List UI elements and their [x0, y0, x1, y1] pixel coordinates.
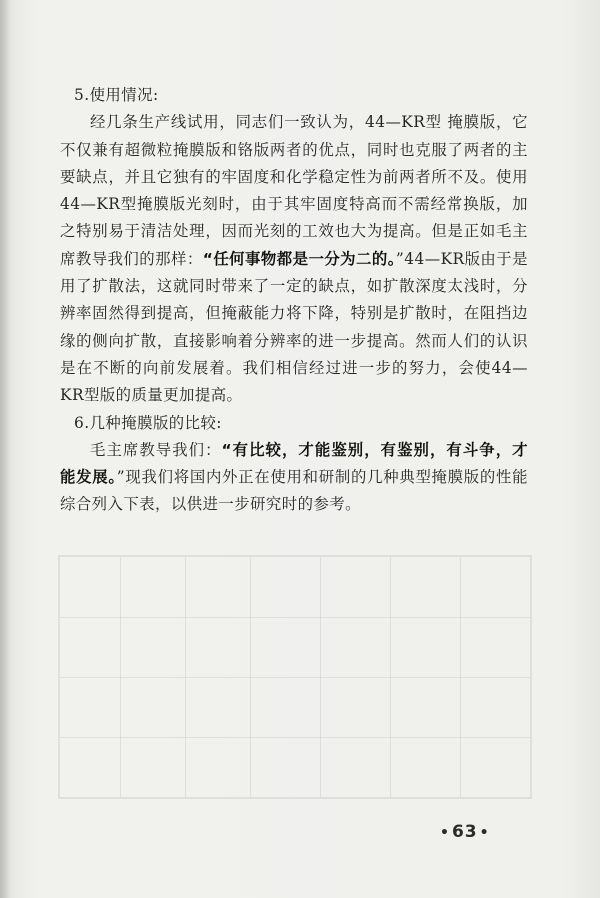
quotation-bold: “任何事物都是一分为二的。 — [202, 249, 396, 268]
quotation-bold: “有比较，才能鉴别，有鉴别，有斗争，才能发展。 — [60, 440, 528, 487]
page-number-value: 63 — [451, 822, 478, 842]
bullet-dot: • — [440, 825, 450, 841]
section-5-heading: 5.使用情况: — [74, 86, 159, 104]
paragraph-text: ”44—KR版由于是用了扩散法，这就同时带来了一定的缺点，如扩散深度太浅时，分辨率固然得到提高，但掩蔽能力将下降，特别是扩散时，在阻挡边缘的侧向扩散，直接影响着分辨率的进一步提高。然而人们的认识是在不断的向前发展着。我们相信经过进一步的努力，会使44—KR型版的质量更加提高。 — [60, 249, 528, 405]
reverse-side-table-shadow — [58, 555, 532, 799]
bullet-dot: • — [479, 825, 490, 841]
section-6-paragraph — [60, 437, 528, 519]
paragraph-text: 毛主席教导我们： — [90, 440, 222, 459]
main-text — [60, 82, 528, 519]
section-5-paragraph — [60, 109, 528, 409]
binding-shadow — [0, 0, 10, 898]
paragraph-text: 经几条生产线试用，同志们一致认为，44—KR型 掩膜版，它不仅兼有超微粒掩膜版和铬版两者的优点，同时也克服了两者的主要缺点，并且它独有的牢固度和化学稳定性为前两者所不及。使用44—KR型掩膜版光刻时，由于其牢固度特高而不需经常换版，加之特别易于清洁处理，因而光刻的工效也大为提高。但是正如毛主席教导我们的那样： — [60, 113, 528, 268]
paragraph-text: ”现我们将国内外正在使用和研制的几种典型掩膜版的性能综合列入下表，以供进一步研究时的参考。 — [60, 468, 528, 514]
page-number — [438, 822, 492, 842]
section-6-heading: 6.几种掩膜版的比较: — [74, 413, 222, 432]
